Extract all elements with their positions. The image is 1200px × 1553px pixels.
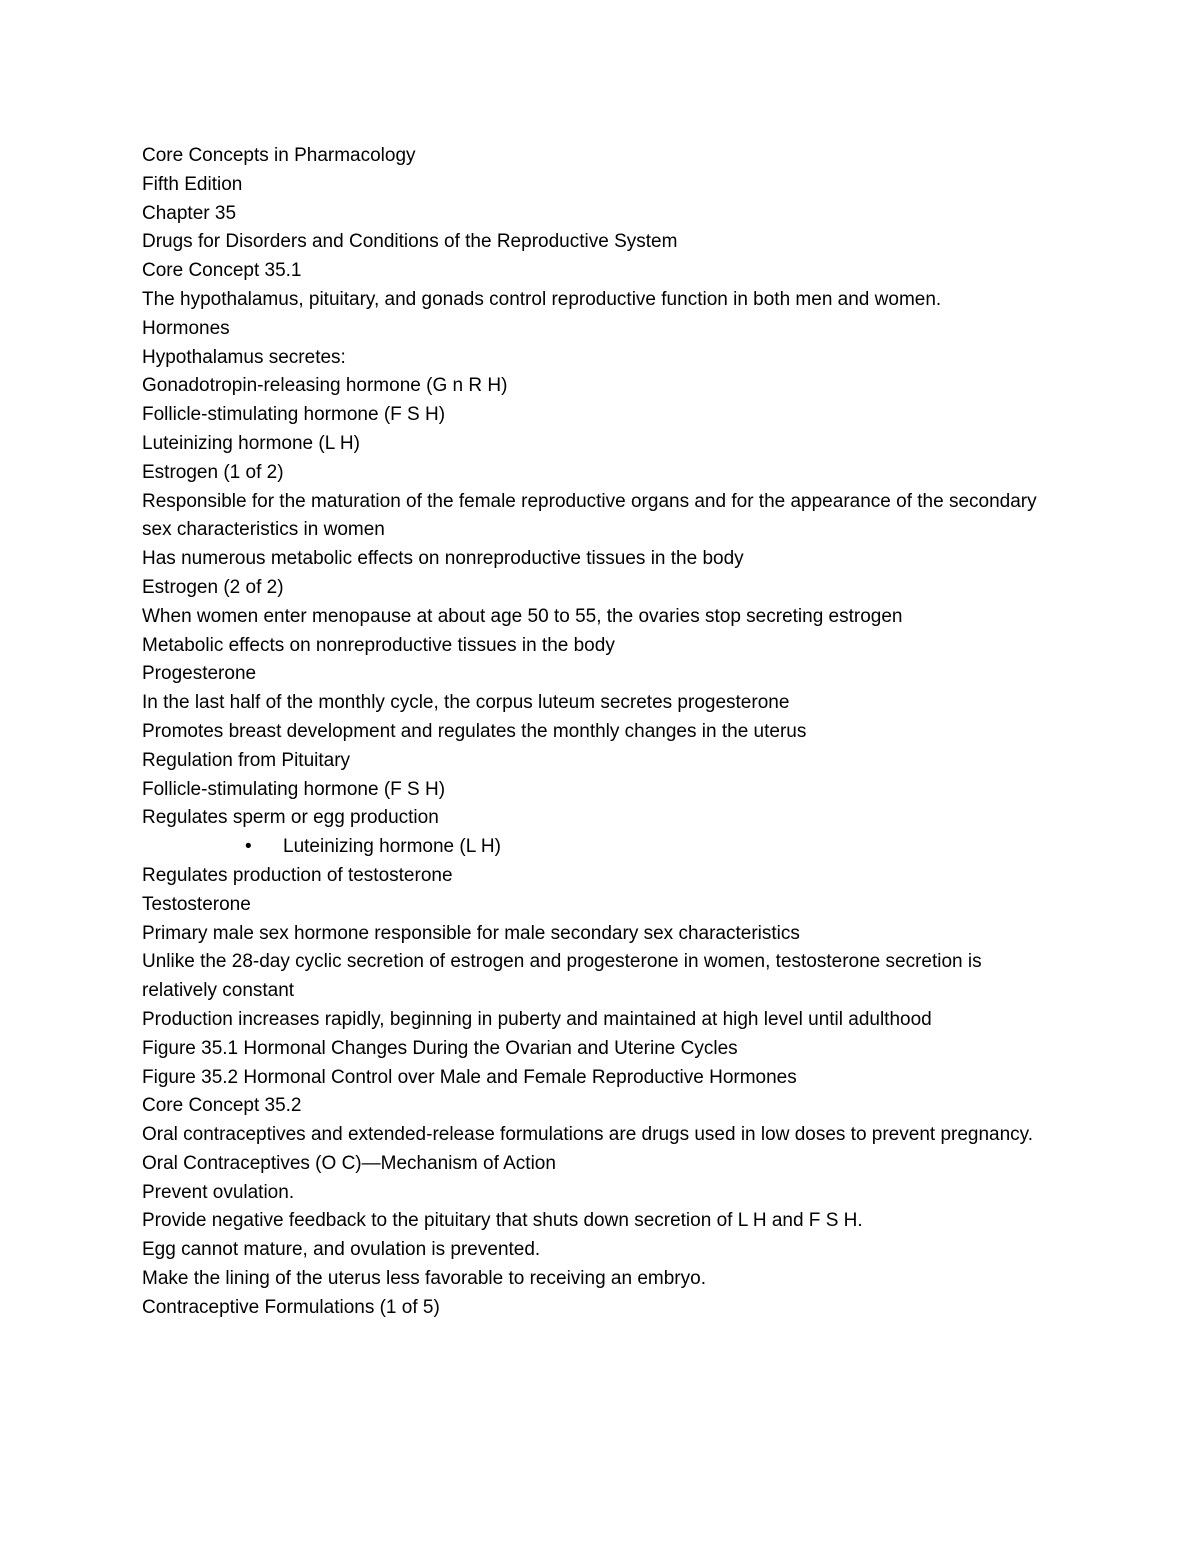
text-line: Oral contraceptives and extended-release formulations are drugs used in low doses to prevent pregnancy. [142,1124,1034,1146]
text-line: Follicle-stimulating hormone (F S H) [142,404,446,426]
text-line: The hypothalamus, pituitary, and gonads control reproductive function in both men and women. [142,288,942,310]
text-line: Regulates production of testosterone [142,864,453,886]
text-line: In the last half of the monthly cycle, the corpus luteum secretes progesterone [142,692,790,714]
text-line: Metabolic effects on nonreproductive tissues in the body [142,634,615,656]
text-line: Figure 35.2 Hormonal Control over Male and Female Reproductive Hormones [142,1066,797,1088]
text-line: Production increases rapidly, beginning in puberty and maintained at high level until adulthood [142,1008,932,1030]
text-line: Testosterone [142,893,251,915]
text-line: Luteinizing hormone (L H) [142,432,360,454]
text-line: Chapter 35 [142,202,237,224]
text-line: Provide negative feedback to the pituitary that shuts down secretion of L H and F S H. [142,1210,863,1232]
text-line: Promotes breast development and regulates the monthly changes in the uterus [142,720,807,742]
text-line: Gonadotropin-releasing hormone (G n R H) [142,375,508,397]
text-line: Figure 35.1 Hormonal Changes During the Ovarian and Uterine Cycles [142,1037,738,1059]
text-line: Egg cannot mature, and ovulation is prevented. [142,1239,541,1261]
text-line: Unlike the 28-day cyclic secretion of estrogen and progesterone in women, testosterone secretion is relatively constant [142,951,982,1002]
text-line: Drugs for Disorders and Conditions of the Reproductive System [142,231,678,253]
text-line: Core Concept 35.2 [142,1095,302,1117]
text-line: Hypothalamus secretes: [142,346,346,368]
bullet-icon: • [245,836,252,858]
text-line: Core Concepts in Pharmacology [142,145,416,166]
text-line: Contraceptive Formulations (1 of 5) [142,1296,440,1318]
text-line: Estrogen (2 of 2) [142,576,284,598]
text-line: Fifth Edition [142,173,243,195]
text-line: Hormones [142,317,230,339]
bullet-item [142,833,1052,862]
text-line: Progesterone [142,663,257,685]
text-line: Core Concept 35.1 [142,260,302,282]
text-line: Follicle-stimulating hormone (F S H) [142,778,446,800]
document-body [142,142,1052,1323]
text-line: Primary male sex hormone responsible for male secondary sex characteristics [142,922,800,944]
text-line: Responsible for the maturation of the female reproductive organs and for the appearance of the secondary sex characteristics in women [142,490,1037,541]
text-line: When women enter menopause at about age 50 to 55, the ovaries stop secreting estrogen [142,605,903,627]
text-line: Estrogen (1 of 2) [142,461,284,483]
text-line: Regulates sperm or egg production [142,807,439,829]
text-line: Prevent ovulation. [142,1181,295,1203]
text-line: Oral Contraceptives (O C)—Mechanism of Action [142,1152,556,1174]
bullet-text: Luteinizing hormone (L H) [283,836,501,858]
text-line: Has numerous metabolic effects on nonreproductive tissues in the body [142,548,744,570]
text-line: Regulation from Pituitary [142,749,351,771]
text-line: Make the lining of the uterus less favorable to receiving an embryo. [142,1268,706,1290]
